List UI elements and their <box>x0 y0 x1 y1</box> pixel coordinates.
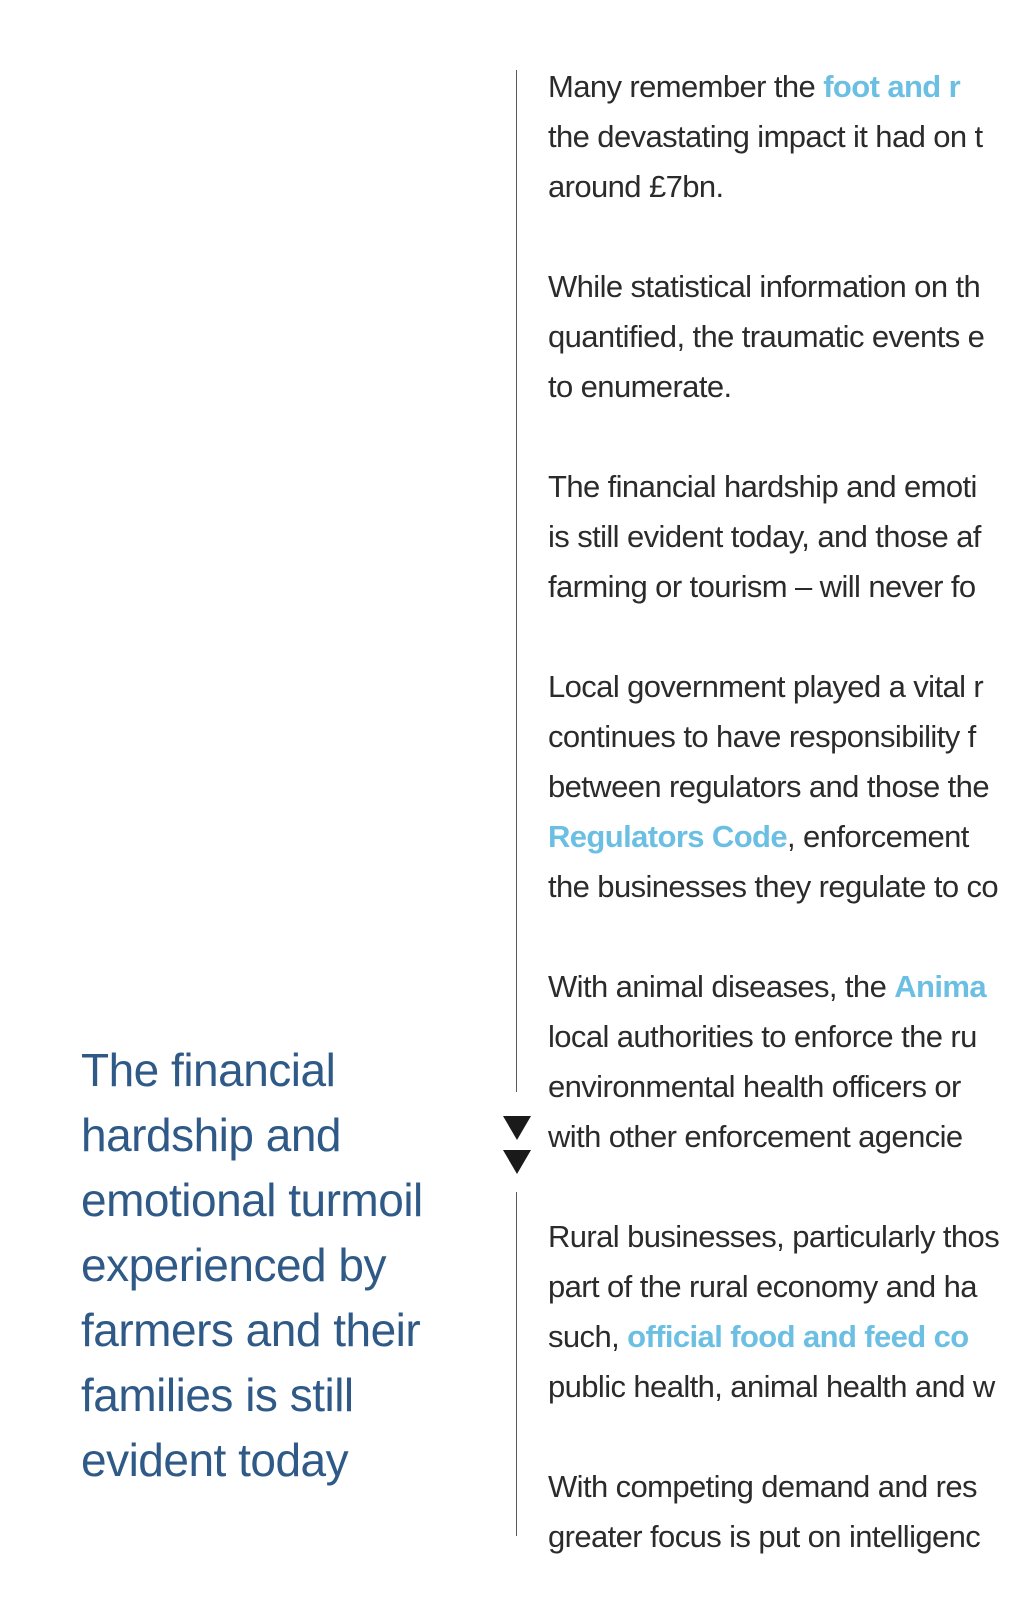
link-animal[interactable]: Anima <box>894 969 986 1004</box>
pull-quote-line: families is still <box>81 1369 354 1421</box>
pull-quote-line: evident today <box>81 1434 349 1486</box>
paragraph: Many remember the foot and r the devastating impact it had on t around £7bn. <box>548 69 983 204</box>
pull-quote-line: emotional turmoil <box>81 1174 423 1226</box>
paragraph: With competing demand and res greater focus is put on intelligenc <box>548 1469 981 1554</box>
pull-quote-line: farmers and their <box>81 1304 421 1356</box>
article-body <box>548 62 1024 1612</box>
paragraph: With animal diseases, the Anima local authorities to enforce the ru environmental health officers or with other enforcement agencie <box>548 969 986 1154</box>
paragraph: Rural businesses, particularly thos part of the rural economy and ha such, official food and feed co public health, animal health and w <box>548 1219 1000 1404</box>
pull-quote-line: experienced by <box>81 1239 386 1291</box>
paragraph: Local government played a vital r continues to have responsibility f between regulators and those the Regulators Code, enforcement the businesses they regulate to co <box>548 669 999 904</box>
link-foot-and-mouth[interactable]: foot and r <box>823 69 961 104</box>
pull-quote <box>81 1038 481 1493</box>
down-arrow-icon <box>503 1150 531 1174</box>
pull-quote-line: hardship and <box>81 1109 341 1161</box>
paragraph: The financial hardship and emoti is still evident today, and those af farming or tourism – will never fo <box>548 469 981 604</box>
pull-quote-line: The financial <box>81 1044 336 1096</box>
link-official-food-and-feed-controls[interactable]: official food and feed co <box>627 1319 969 1354</box>
column-divider-bottom <box>516 1192 517 1536</box>
paragraph: While statistical information on th quantified, the traumatic events e to enumerate. <box>548 269 985 404</box>
column-divider-top <box>516 70 517 1092</box>
link-regulators-code[interactable]: Regulators Code <box>548 819 788 854</box>
down-arrow-icon <box>503 1116 531 1140</box>
